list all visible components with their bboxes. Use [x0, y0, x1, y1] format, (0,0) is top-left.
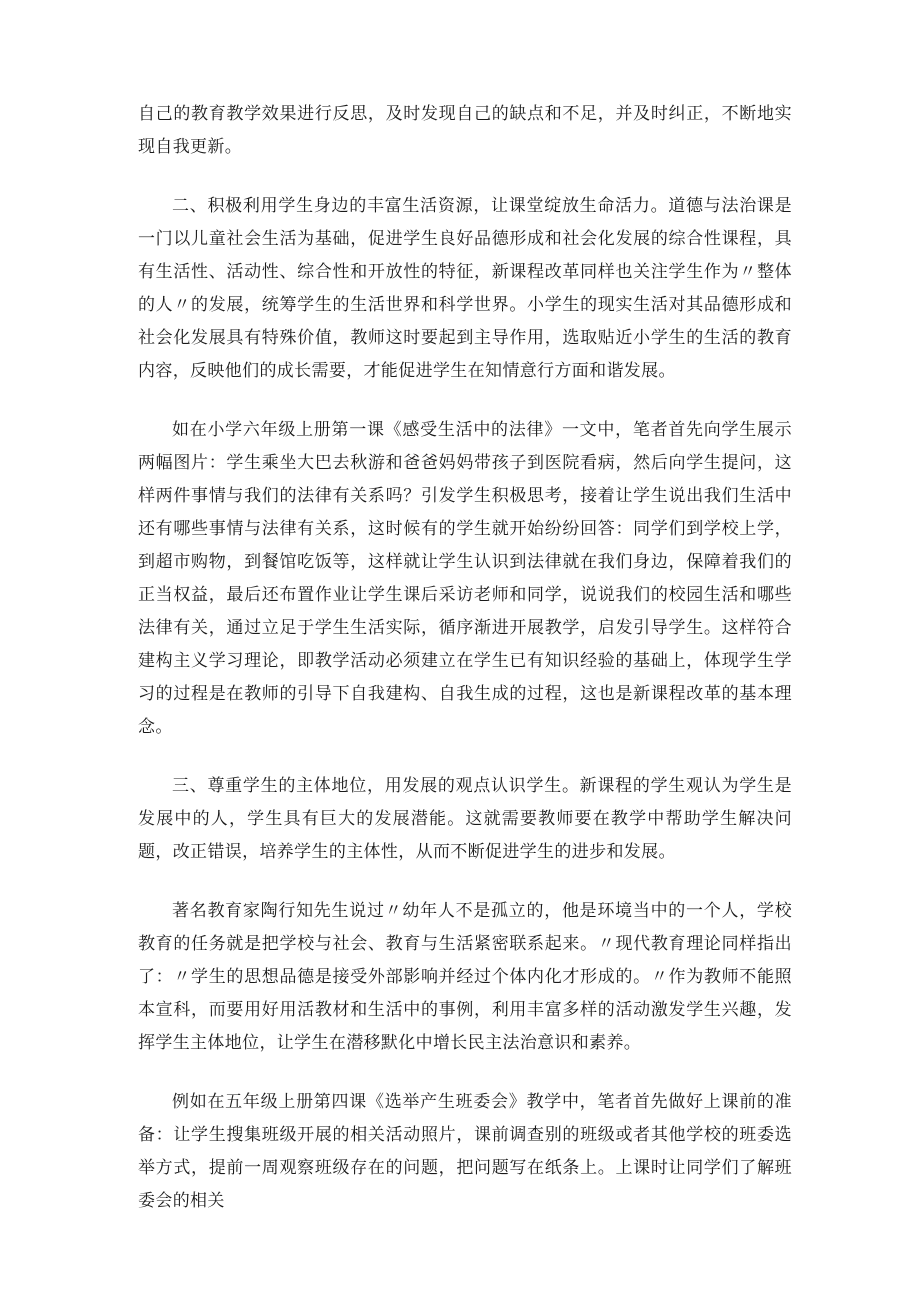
paragraph-tao-xingzhi-quote: 著名教育家陶行知先生说过〃幼年人不是孤立的，他是环境当中的一个人，学校教育的任务就是把学校与社会、教育与生活紧密联系起来。〃现代教育理论同样指出了：〃学生的思想品德是接受外部影响并经过个体内化才形成的。〃作为教师不能照本宣科，而要用好用活教材和生活中的事例，利用丰富多样的活动激发学生兴趣，发挥学生主体地位，让学生在潜移默化中增长民主法治意识和素养。: [138, 901, 792, 1053]
paragraph-section-two: 二、积极利用学生身边的丰富生活资源，让课堂绽放生命活力。道德与法治课是一门以儿童社会生活为基础，促进学生良好品德形成和社会化发展的综合性课程，具有生活性、活动性、综合性和开放性的特征，新课程改革同样也关注学生作为〃整体的人〃的发展，统筹学生的生活世界和科学世界。小学生的现实生活对其品德形成和社会化发展具有特殊价值，教师这时要起到主导作用，选取贴近小学生的生活的教育内容，反映他们的成长需要，才能促进学生在知情意行方面和谐发展。: [138, 196, 792, 381]
paragraph-section-three: 三、尊重学生的主体地位，用发展的观点认识学生。新课程的学生观认为学生是发展中的人，学生具有巨大的发展潜能。这就需要教师要在教学中帮助学生解决问题，改正错误，培养学生的主体性，从而不断促进学生的进步和发展。: [138, 776, 792, 862]
paragraph-example-class-committee: 例如在五年级上册第四课《选举产生班委会》教学中，笔者首先做好上课前的准备：让学生搜集班级开展的相关活动照片，课前调查别的班级或者其他学校的班委选举方式，提前一周观察班级存在的问题，把问题写在纸条上。上课时让同学们了解班委会的相关: [138, 1092, 792, 1211]
paragraph-continuation: 自己的教育教学效果进行反思，及时发现自己的缺点和不足，并及时纠正，不断地实现自我更新。: [138, 104, 792, 157]
document-page: [138, 98, 792, 1218]
paragraph-example-law-lesson: 如在小学六年级上册第一课《感受生活中的法律》一文中，笔者首先向学生展示两幅图片：学生乘坐大巴去秋游和爸爸妈妈带孩子到医院看病，然后向学生提问，这样两件事情与我们的法律有关系吗？引发学生积极思考，接着让学生说出我们生活中还有哪些事情与法律有关系，这时候有的学生就开始纷纷回答：同学们到学校上学，到超市购物，到餐馆吃饭等，这样就让学生认识到法律就在我们身边，保障着我们的正当权益，最后还布置作业让学生课后采访老师和同学，说说我们的校园生活和哪些法律有关，通过立足于学生生活实际，循序渐进开展教学，启发引导学生。这样符合建构主义学习理论，即教学活动必须建立在学生已有知识经验的基础上，体现学生学习的过程是在教师的引导下自我建构、自我生成的过程，这也是新课程改革的基本理念。: [138, 420, 792, 737]
